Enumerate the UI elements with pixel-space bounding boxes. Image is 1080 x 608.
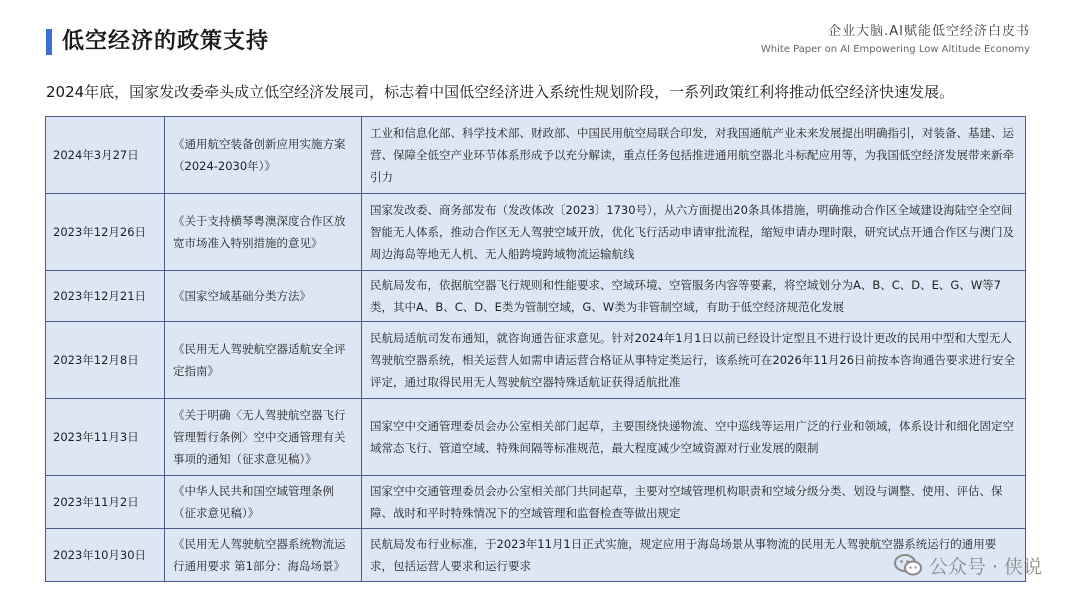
policy-document: 《国家空域基础分类方法》 [165,271,362,322]
policy-document: 《民用无人驾驶航空器系统物流运行通用要求 第1部分：海岛场景》 [165,529,362,582]
table-row [46,476,1026,529]
policy-document: 《通用航空装备创新应用实施方案（2024-2030年）》 [165,117,362,194]
watermark-text: 公众号 · 侠说 [928,555,1042,578]
title-accent-bar [46,29,52,55]
policy-description: 国家空中交通管理委员会办公室相关部门共同起草，主要对空域管理机构职责和空域分级分类、划设与调整、使用、评估、保障、战时和平时特殊情况下的空域管理和监督检查等做出规定 [362,476,1026,529]
policy-date: 2023年11月3日 [46,399,165,476]
policy-table [45,116,1026,582]
table-row [46,322,1026,399]
policy-description: 国家空中交通管理委员会办公室相关部门起草，主要围绕快递物流、空中巡线等运用广泛的行业和领域，体系设计和细化固定空域常态飞行、管道空域、特殊间隔等标准规范，最大程度减少空域资源对行业发展的限制 [362,399,1026,476]
policy-description: 民航局发布，依据航空器飞行规则和性能要求、空域环境、空管服务内容等要素，将空域划分为A、B、C、D、E、G、W等7类，其中A、B、C、D、E类为管制空域，G、W类为非管制空域，有助于低空经济规范化发展 [362,271,1026,322]
report-title-en: White Paper on AI Empowering Low Altitude Economy [760,44,1030,55]
table-row [46,194,1026,271]
policy-date: 2023年12月26日 [46,194,165,271]
intro-text: 2024年底，国家发改委牵头成立低空经济发展司，标志着中国低空经济进入系统性规划阶段，一系列政策红利将推动低空经济快速发展。 [46,83,955,101]
policy-date: 2023年11月2日 [46,476,165,529]
wechat-watermark [893,552,1042,578]
policy-document: 《关于支持横琴粤澳深度合作区放宽市场准入特别措施的意见》 [165,194,362,271]
policy-document: 《中华人民共和国空域管理条例（征求意见稿）》 [165,476,362,529]
policy-document: 《民用无人驾驶航空器适航安全评定指南》 [165,322,362,399]
page-title: 低空经济的政策支持 [62,29,270,54]
table-row [46,117,1026,194]
report-title-cn: 企业大脑.AI赋能低空经济白皮书 [828,24,1030,39]
policy-description: 工业和信息化部、科学技术部、财政部、中国民用航空局联合印发，对我国通航产业未来发展提出明确指引，对装备、基建、运营、保障全低空产业环节体系形成予以充分解读，重点任务包括推进通用航空器北斗标配应用等，为我国低空经济发展带来新牵引力 [362,117,1026,194]
policy-description: 国家发改委、商务部发布（发改体改〔2023〕1730号），从六方面提出20条具体措施，明确推动合作区全域建设海陆空全空间智能无人体系，推动合作区无人驾驶空域开放，优化飞行活动申请审批流程，缩短申请办理时限，研究试点开通合作区与澳门及周边海岛等地无人机、无人船跨境跨域物流运输航线 [362,194,1026,271]
policy-description: 民航局发布行业标准，于2023年11月1日正式实施，规定应用于海岛场景从事物流的民用无人驾驶航空器系统运行的通用要求，包括运营人要求和运行要求 [362,529,1026,582]
report-header [761,23,1030,57]
wechat-icon [893,553,923,577]
table-row [46,529,1026,582]
policy-date: 2024年3月27日 [46,117,165,194]
table-row [46,399,1026,476]
table-row [46,271,1026,322]
policy-date: 2023年10月30日 [46,529,165,582]
policy-document: 《关于明确〈无人驾驶航空器飞行管理暂行条例〉空中交通管理有关事项的通知（征求意见稿）》 [165,399,362,476]
policy-date: 2023年12月21日 [46,271,165,322]
policy-date: 2023年12月8日 [46,322,165,399]
policy-description: 民航局适航司发布通知，就咨询通告征求意见。针对2024年1月1日以前已经设计定型且不进行设计更改的民用中型和大型无人驾驶航空器系统，相关运营人如需申请运营合格证从事特定类运行，该系统可在2026年11月26日前按本咨询通告要求进行安全评定，通过取得民用无人驾驶航空器特殊适航证获得适航批准 [362,322,1026,399]
